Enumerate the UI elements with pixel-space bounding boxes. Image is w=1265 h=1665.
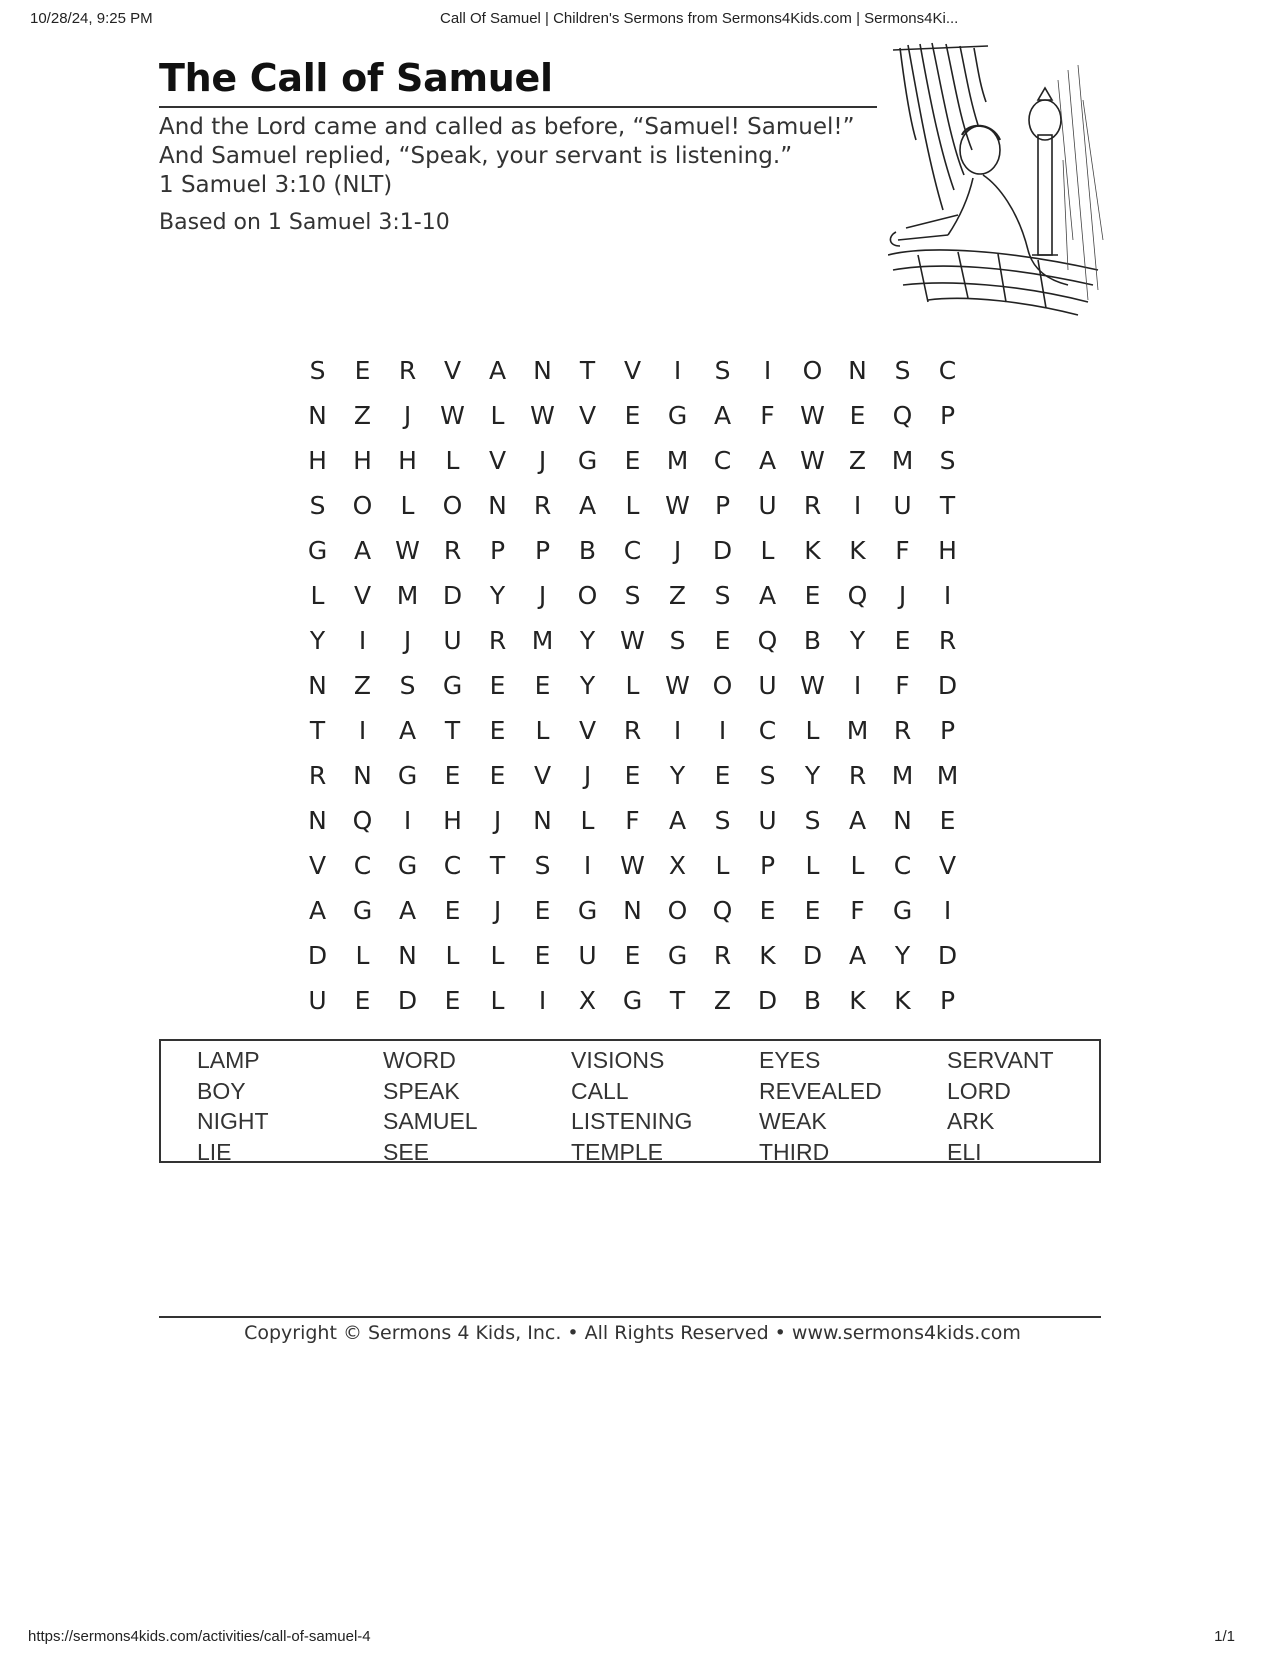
- grid-letter: P: [489, 536, 506, 565]
- grid-letter: S: [669, 626, 686, 655]
- grid-letter: T: [669, 986, 686, 1015]
- grid-letter: Q: [352, 806, 373, 835]
- word-bank-item: VISIONS: [571, 1047, 665, 1073]
- grid-letter: I: [853, 491, 862, 520]
- grid-letter: I: [943, 896, 952, 925]
- grid-letter: M: [936, 761, 959, 790]
- grid-letter: C: [893, 851, 912, 880]
- grid-letter: S: [939, 446, 956, 475]
- grid-letter: O: [667, 896, 688, 925]
- grid-letter: E: [444, 896, 461, 925]
- grid-row: [295, 798, 970, 843]
- grid-letter: G: [577, 446, 598, 475]
- grid-letter: E: [444, 986, 461, 1015]
- grid-letter: B: [803, 626, 822, 655]
- grid-letter: O: [352, 491, 373, 520]
- grid-letter: H: [353, 446, 372, 475]
- grid-letter: C: [758, 716, 777, 745]
- grid-letter: F: [850, 896, 865, 925]
- grid-letter: L: [355, 941, 370, 970]
- grid-letter: A: [758, 581, 777, 610]
- word-bank-item: NIGHT: [197, 1108, 269, 1134]
- grid-letter: O: [442, 491, 463, 520]
- grid-letter: U: [308, 986, 327, 1015]
- verse-line: And Samuel replied, “Speak, your servant is listening.”: [159, 143, 793, 169]
- grid-letter: Z: [353, 671, 372, 700]
- grid-letter: E: [624, 401, 641, 430]
- grid-letter: K: [849, 986, 866, 1015]
- grid-letter: U: [758, 491, 777, 520]
- grid-letter: N: [308, 671, 327, 700]
- grid-letter: I: [718, 716, 727, 745]
- grid-letter: H: [308, 446, 327, 475]
- verse-line: And the Lord came and called as before, “Samuel! Samuel!”: [159, 114, 855, 140]
- word-bank-column: [383, 1045, 478, 1167]
- grid-letter: R: [533, 491, 552, 520]
- word-bank-item: SAMUEL: [383, 1108, 478, 1134]
- grid-letter: R: [398, 356, 417, 385]
- grid-letter: G: [352, 896, 373, 925]
- grid-letter: S: [624, 581, 641, 610]
- grid-letter: S: [759, 761, 776, 790]
- grid-letter: G: [307, 536, 328, 565]
- grid-letter: N: [533, 806, 552, 835]
- grid-letter: O: [802, 356, 823, 385]
- grid-letter: W: [620, 626, 645, 655]
- verse-reference: 1 Samuel 3:10 (NLT): [159, 172, 393, 198]
- grid-letter: Q: [712, 896, 733, 925]
- grid-letter: V: [443, 356, 462, 385]
- print-url: https://sermons4kids.com/activities/call-of-samuel-4: [28, 1628, 371, 1645]
- grid-letter: M: [891, 446, 914, 475]
- grid-letter: F: [895, 536, 910, 565]
- grid-letter: E: [624, 446, 641, 475]
- grid-letter: C: [623, 536, 642, 565]
- grid-letter: K: [894, 986, 911, 1015]
- grid-letter: R: [308, 761, 327, 790]
- grid-letter: G: [667, 941, 688, 970]
- grid-letter: A: [848, 806, 867, 835]
- grid-letter: Y: [309, 626, 326, 655]
- grid-letter: L: [490, 941, 505, 970]
- grid-letter: E: [804, 896, 821, 925]
- grid-letter: G: [577, 896, 598, 925]
- grid-letter: L: [625, 671, 640, 700]
- grid-letter: Q: [892, 401, 913, 430]
- grid-letter: Y: [669, 761, 686, 790]
- grid-letter: I: [538, 986, 547, 1015]
- grid-letter: A: [353, 536, 372, 565]
- grid-letter: M: [891, 761, 914, 790]
- grid-letter: L: [625, 491, 640, 520]
- grid-letter: F: [895, 671, 910, 700]
- grid-letter: E: [849, 401, 866, 430]
- grid-letter: S: [534, 851, 551, 880]
- grid-letter: L: [445, 941, 460, 970]
- grid-letter: W: [800, 671, 825, 700]
- title-divider: [159, 106, 877, 108]
- grid-letter: I: [583, 851, 592, 880]
- grid-letter: A: [578, 491, 597, 520]
- grid-row: [295, 753, 970, 798]
- grid-letter: J: [493, 896, 502, 925]
- grid-letter: Z: [668, 581, 687, 610]
- grid-letter: X: [578, 986, 597, 1015]
- grid-letter: E: [489, 716, 506, 745]
- grid-letter: E: [534, 896, 551, 925]
- grid-row: [295, 978, 970, 1023]
- grid-letter: G: [397, 851, 418, 880]
- word-bank-column: [571, 1045, 692, 1167]
- grid-letter: N: [533, 356, 552, 385]
- grid-letter: B: [578, 536, 597, 565]
- grid-letter: Z: [353, 401, 372, 430]
- grid-letter: A: [848, 941, 867, 970]
- grid-row: [295, 618, 970, 663]
- grid-letter: N: [353, 761, 372, 790]
- word-bank-item: WEAK: [759, 1108, 827, 1134]
- grid-letter: E: [624, 941, 641, 970]
- word-bank-item: LIE: [197, 1138, 232, 1165]
- print-datetime: 10/28/24, 9:25 PM: [30, 10, 153, 27]
- word-bank-item: LAMP: [197, 1047, 260, 1073]
- grid-row: [295, 888, 970, 933]
- grid-letter: V: [488, 446, 507, 475]
- grid-row: [295, 843, 970, 888]
- grid-letter: E: [534, 671, 551, 700]
- grid-letter: N: [623, 896, 642, 925]
- grid-row: [295, 393, 970, 438]
- grid-letter: N: [848, 356, 867, 385]
- grid-letter: L: [580, 806, 595, 835]
- grid-letter: L: [850, 851, 865, 880]
- grid-letter: L: [445, 446, 460, 475]
- grid-letter: E: [939, 806, 956, 835]
- print-footer: [0, 1628, 1265, 1650]
- grid-letter: B: [803, 986, 822, 1015]
- grid-letter: R: [488, 626, 507, 655]
- based-on-reference: Based on 1 Samuel 3:1-10: [159, 210, 450, 235]
- grid-letter: S: [714, 806, 731, 835]
- grid-letter: E: [714, 761, 731, 790]
- grid-letter: R: [938, 626, 957, 655]
- footer-divider: [159, 1316, 1101, 1318]
- word-bank-item: SPEAK: [383, 1077, 460, 1104]
- grid-row: [295, 438, 970, 483]
- grid-letter: P: [534, 536, 551, 565]
- grid-letter: T: [579, 356, 596, 385]
- grid-letter: D: [442, 581, 463, 610]
- grid-letter: E: [489, 761, 506, 790]
- grid-letter: Y: [579, 671, 596, 700]
- grid-letter: W: [440, 401, 465, 430]
- word-bank-item: WORD: [383, 1047, 456, 1073]
- word-bank-item: SEE: [383, 1138, 430, 1165]
- grid-letter: S: [309, 491, 326, 520]
- word-bank-item: SERVANT: [947, 1047, 1054, 1073]
- print-page-number: 1/1: [1214, 1628, 1235, 1645]
- grid-letter: U: [893, 491, 912, 520]
- grid-letter: R: [713, 941, 732, 970]
- grid-letter: A: [398, 716, 417, 745]
- grid-letter: W: [800, 401, 825, 430]
- grid-letter: P: [939, 986, 956, 1015]
- grid-letter: J: [583, 761, 592, 790]
- grid-letter: V: [353, 581, 372, 610]
- grid-letter: A: [758, 446, 777, 475]
- grid-letter: K: [759, 941, 776, 970]
- grid-letter: Y: [579, 626, 596, 655]
- grid-letter: T: [444, 716, 461, 745]
- grid-letter: O: [577, 581, 598, 610]
- grid-letter: N: [893, 806, 912, 835]
- grid-row: [295, 528, 970, 573]
- grid-letter: P: [759, 851, 776, 880]
- grid-letter: Q: [847, 581, 868, 610]
- grid-letter: D: [937, 941, 958, 970]
- grid-letter: D: [937, 671, 958, 700]
- grid-letter: M: [531, 626, 554, 655]
- grid-letter: R: [623, 716, 642, 745]
- grid-letter: C: [938, 356, 957, 385]
- grid-row: [295, 348, 970, 393]
- grid-letter: M: [666, 446, 689, 475]
- grid-letter: J: [898, 581, 907, 610]
- grid-letter: F: [625, 806, 640, 835]
- grid-letter: I: [673, 716, 682, 745]
- grid-letter: C: [713, 446, 732, 475]
- grid-letter: J: [403, 401, 412, 430]
- grid-letter: U: [758, 806, 777, 835]
- grid-letter: I: [853, 671, 862, 700]
- grid-letter: Y: [489, 581, 506, 610]
- grid-letter: V: [578, 716, 597, 745]
- grid-letter: U: [758, 671, 777, 700]
- grid-letter: L: [760, 536, 775, 565]
- grid-letter: R: [893, 716, 912, 745]
- word-bank-item: BOY: [197, 1077, 246, 1104]
- grid-letter: R: [803, 491, 822, 520]
- grid-letter: E: [444, 761, 461, 790]
- grid-letter: Y: [849, 626, 866, 655]
- grid-letter: A: [713, 401, 732, 430]
- grid-row: [295, 663, 970, 708]
- grid-letter: Q: [757, 626, 778, 655]
- grid-row: [295, 483, 970, 528]
- grid-letter: S: [399, 671, 416, 700]
- grid-letter: W: [395, 536, 420, 565]
- word-bank-item: LORD: [947, 1077, 1011, 1104]
- grid-letter: W: [665, 671, 690, 700]
- grid-letter: W: [800, 446, 825, 475]
- grid-letter: A: [488, 356, 507, 385]
- grid-letter: K: [849, 536, 866, 565]
- grid-letter: J: [673, 536, 682, 565]
- grid-letter: X: [668, 851, 687, 880]
- grid-letter: S: [894, 356, 911, 385]
- grid-row: [295, 708, 970, 753]
- scripture-verse: [159, 113, 879, 200]
- word-bank-column: [197, 1045, 269, 1167]
- print-header: [0, 10, 1265, 32]
- grid-letter: A: [398, 896, 417, 925]
- grid-letter: H: [938, 536, 957, 565]
- grid-letter: L: [310, 581, 325, 610]
- grid-letter: R: [443, 536, 462, 565]
- grid-letter: S: [804, 806, 821, 835]
- grid-letter: C: [443, 851, 462, 880]
- word-search-grid: [295, 348, 970, 1023]
- grid-letter: T: [489, 851, 506, 880]
- grid-letter: D: [712, 536, 733, 565]
- grid-letter: E: [714, 626, 731, 655]
- grid-letter: G: [397, 761, 418, 790]
- grid-letter: E: [534, 941, 551, 970]
- grid-letter: D: [397, 986, 418, 1015]
- grid-letter: D: [757, 986, 778, 1015]
- grid-letter: I: [673, 356, 682, 385]
- grid-letter: E: [354, 986, 371, 1015]
- grid-letter: V: [623, 356, 642, 385]
- grid-letter: F: [760, 401, 775, 430]
- grid-letter: U: [443, 626, 462, 655]
- word-bank-item: ELI: [947, 1138, 982, 1165]
- grid-letter: E: [624, 761, 641, 790]
- grid-letter: D: [802, 941, 823, 970]
- grid-letter: J: [538, 446, 547, 475]
- grid-letter: L: [490, 401, 505, 430]
- grid-letter: I: [763, 356, 772, 385]
- grid-letter: J: [538, 581, 547, 610]
- word-bank-item: REVEALED: [759, 1077, 882, 1104]
- grid-letter: I: [943, 581, 952, 610]
- grid-letter: L: [715, 851, 730, 880]
- grid-letter: L: [805, 851, 820, 880]
- grid-letter: M: [846, 716, 869, 745]
- grid-row: [295, 573, 970, 618]
- grid-letter: V: [533, 761, 552, 790]
- word-bank: [159, 1039, 1101, 1163]
- grid-letter: I: [358, 716, 367, 745]
- grid-letter: J: [403, 626, 412, 655]
- grid-letter: M: [396, 581, 419, 610]
- print-page-title: Call Of Samuel | Children's Sermons from Sermons4Kids.com | Sermons4Ki...: [440, 10, 959, 27]
- grid-letter: N: [308, 401, 327, 430]
- grid-letter: J: [493, 806, 502, 835]
- grid-letter: P: [939, 401, 956, 430]
- grid-letter: U: [578, 941, 597, 970]
- grid-letter: W: [665, 491, 690, 520]
- word-bank-item: ARK: [947, 1108, 995, 1134]
- grid-letter: Y: [894, 941, 911, 970]
- grid-letter: A: [308, 896, 327, 925]
- grid-letter: N: [488, 491, 507, 520]
- samuel-kneeling-illustration: [888, 40, 1108, 320]
- grid-letter: G: [442, 671, 463, 700]
- grid-letter: N: [308, 806, 327, 835]
- word-bank-item: CALL: [571, 1077, 629, 1104]
- grid-letter: W: [620, 851, 645, 880]
- worksheet-title: The Call of Samuel: [159, 56, 553, 100]
- grid-letter: I: [358, 626, 367, 655]
- grid-letter: V: [308, 851, 327, 880]
- grid-letter: H: [443, 806, 462, 835]
- word-bank-column: [947, 1045, 1054, 1167]
- grid-letter: C: [353, 851, 372, 880]
- grid-letter: L: [535, 716, 550, 745]
- grid-letter: Y: [804, 761, 821, 790]
- grid-letter: E: [759, 896, 776, 925]
- grid-letter: E: [804, 581, 821, 610]
- grid-letter: T: [309, 716, 326, 745]
- grid-letter: E: [489, 671, 506, 700]
- grid-letter: S: [714, 581, 731, 610]
- grid-letter: K: [804, 536, 821, 565]
- word-bank-item: TEMPLE: [571, 1138, 664, 1165]
- grid-letter: L: [490, 986, 505, 1015]
- grid-letter: S: [309, 356, 326, 385]
- grid-letter: O: [712, 671, 733, 700]
- grid-letter: E: [894, 626, 911, 655]
- grid-letter: V: [578, 401, 597, 430]
- grid-letter: W: [530, 401, 555, 430]
- grid-letter: R: [848, 761, 867, 790]
- grid-letter: T: [939, 491, 956, 520]
- grid-letter: G: [622, 986, 643, 1015]
- grid-letter: I: [403, 806, 412, 835]
- grid-letter: V: [938, 851, 957, 880]
- grid-letter: Z: [713, 986, 732, 1015]
- grid-letter: G: [667, 401, 688, 430]
- word-bank-column: [759, 1045, 882, 1167]
- grid-letter: S: [714, 356, 731, 385]
- word-bank-item: LISTENING: [571, 1108, 693, 1134]
- word-bank-item: THIRD: [759, 1138, 830, 1165]
- grid-letter: Z: [848, 446, 867, 475]
- grid-letter: L: [400, 491, 415, 520]
- grid-letter: G: [892, 896, 913, 925]
- grid-letter: P: [939, 716, 956, 745]
- grid-letter: D: [307, 941, 328, 970]
- copyright-notice: Copyright © Sermons 4 Kids, Inc. • All Rights Reserved • www.sermons4kids.com: [244, 1322, 1021, 1344]
- grid-letter: N: [398, 941, 417, 970]
- grid-letter: L: [805, 716, 820, 745]
- grid-letter: A: [668, 806, 687, 835]
- grid-row: [295, 933, 970, 978]
- grid-letter: E: [354, 356, 371, 385]
- grid-letter: P: [714, 491, 731, 520]
- word-bank-item: EYES: [759, 1047, 821, 1073]
- grid-letter: H: [398, 446, 417, 475]
